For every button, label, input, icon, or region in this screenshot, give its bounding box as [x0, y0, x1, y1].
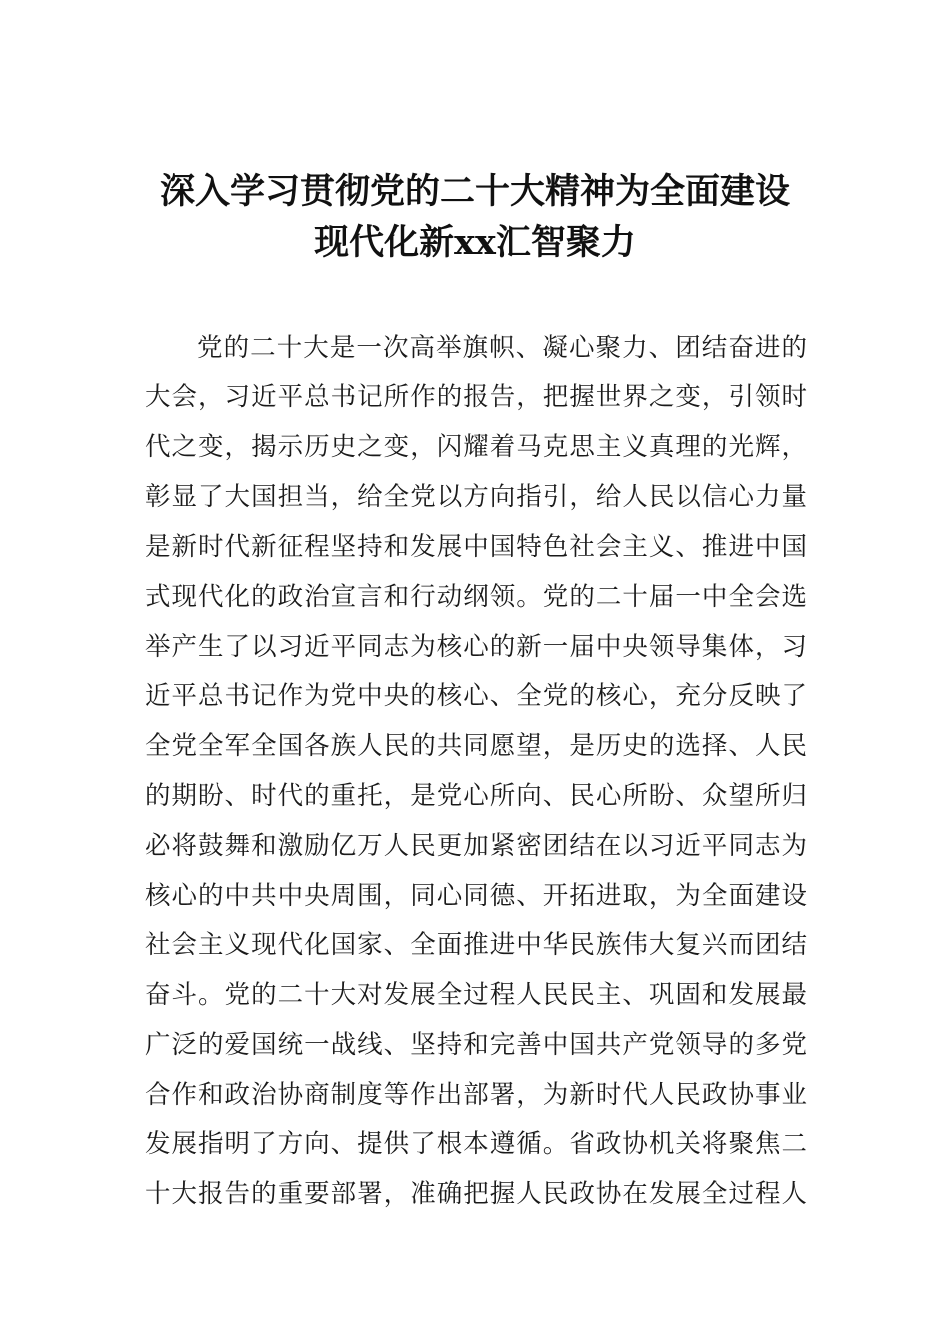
paragraph-line: 大会，习近平总书记所作的报告，把握世界之变，引领时: [145, 382, 807, 412]
paragraph-line: 核心的中共中央周围，同心同德、开拓进取，为全面建设: [145, 881, 807, 911]
paragraph-line: 党的二十大是一次高举旗帜、凝心聚力、团结奋进的: [197, 333, 807, 363]
paragraph-line: 是新时代新征程坚持和发展中国特色社会主义、推进中国: [145, 532, 807, 562]
paragraph-line: 代之变，揭示历史之变，闪耀着马克思主义真理的光辉，: [145, 432, 807, 462]
document-title-line-2: 现代化新xx汇智聚力: [314, 222, 636, 263]
paragraph-line: 举产生了以习近平同志为核心的新一届中央领导集体，习: [145, 632, 807, 662]
paragraph-line: 全党全军全国各族人民的共同愿望，是历史的选择、人民: [145, 731, 807, 761]
paragraph-line: 奋斗。党的二十大对发展全过程人民民主、巩固和发展最: [145, 980, 807, 1010]
paragraph-line: 必将鼓舞和激励亿万人民更加紧密团结在以习近平同志为: [145, 831, 807, 861]
paragraph-line: 社会主义现代化国家、全面推进中华民族伟大复兴而团结: [145, 930, 807, 960]
paragraph-line: 式现代化的政治宣言和行动纲领。党的二十届一中全会选: [145, 582, 807, 612]
document-title-line-1: 深入学习贯彻党的二十大精神为全面建设: [159, 171, 790, 212]
paragraph-line: 近平总书记作为党中央的核心、全党的核心，充分反映了: [145, 681, 807, 711]
paragraph-line: 合作和政治协商制度等作出部署，为新时代人民政协事业: [145, 1080, 807, 1110]
paragraph-line: 广泛的爱国统一战线、坚持和完善中国共产党领导的多党: [145, 1030, 807, 1060]
paragraph-line: 十大报告的重要部署，准确把握人民政协在发展全过程人: [145, 1179, 807, 1209]
paragraph-line: 发展指明了方向、提供了根本遵循。省政协机关将聚焦二: [145, 1129, 807, 1159]
paragraph-line: 彰显了大国担当，给全党以方向指引，给人民以信心力量: [145, 482, 807, 512]
paragraph-line: 的期盼、时代的重托，是党心所向、民心所盼、众望所归: [145, 781, 807, 811]
